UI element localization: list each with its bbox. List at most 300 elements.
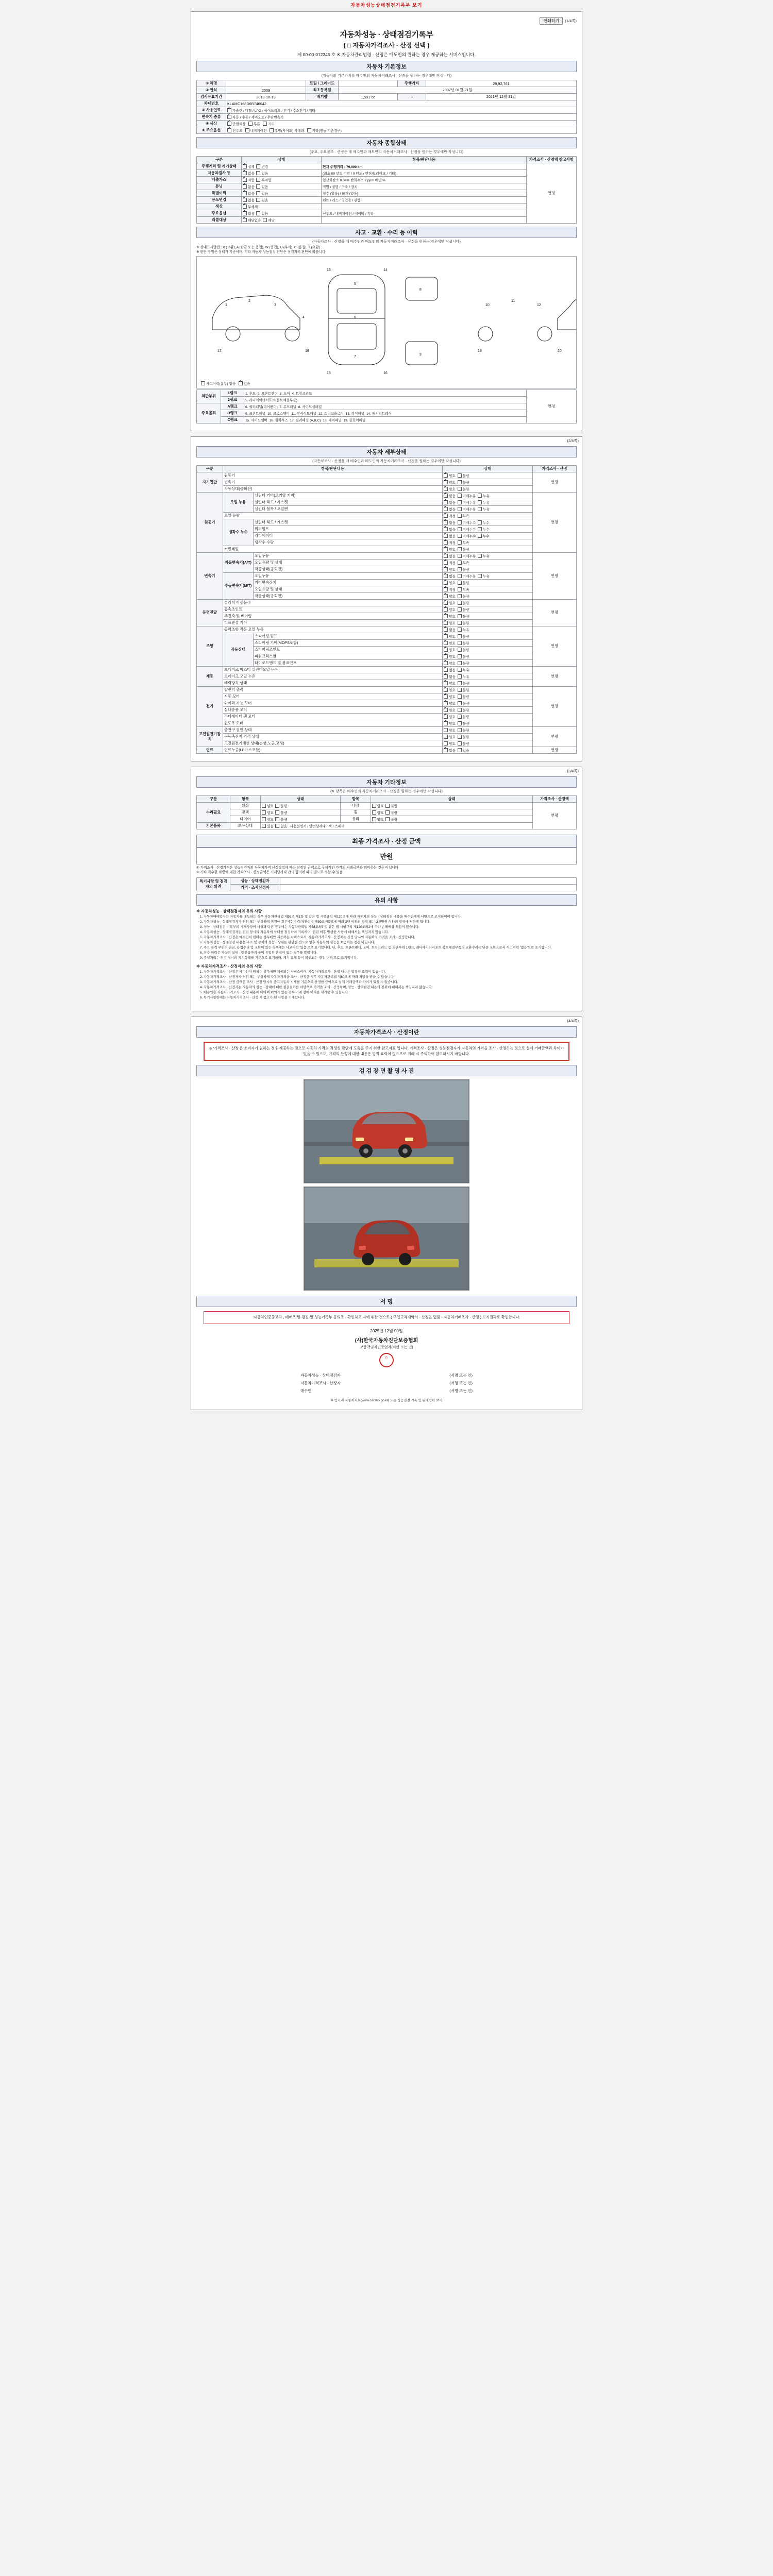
checkbox-lack[interactable] xyxy=(458,587,462,591)
checkbox-leak[interactable] xyxy=(478,494,482,498)
checkbox-micro-leak[interactable] xyxy=(458,507,462,511)
checkbox-inspect-none[interactable] xyxy=(243,171,247,175)
checkbox-micro-leak[interactable] xyxy=(458,527,462,531)
part-item: 17. 필러패널 (A,B,C) xyxy=(290,418,321,422)
table-row xyxy=(197,713,577,720)
detail-opts[interactable]: ✔ 양호 불량 xyxy=(443,693,533,700)
label-transmission: 변속기 종류 xyxy=(197,114,226,121)
checkbox-special-yes[interactable] xyxy=(256,191,260,195)
detail-opts[interactable]: ✔ 없음 미세누수 누수 xyxy=(443,519,533,526)
checkbox-good[interactable] xyxy=(444,473,448,478)
checkbox-none[interactable] xyxy=(444,554,448,558)
overall-row-1-opts[interactable]: ✔ 없음 있음 xyxy=(242,170,322,177)
section-signature-title: 서 명 xyxy=(196,1296,577,1307)
options-choice-group[interactable] xyxy=(226,127,577,134)
caution-item: 4. 자동차가격조사 · 산정자는 자동차의 성능 · 상태에 대한 점검결과를 바탕으로 가격을 조사 · 산정하며, 성능 · 상태점검 내용의 진위에 대해서는 책임지지 않습니다. xyxy=(204,986,577,990)
detail-subitem: 스티어링 펌프 xyxy=(254,633,443,639)
checkbox-good[interactable] xyxy=(444,715,448,719)
detail-item: 커먼레일 xyxy=(223,546,443,552)
checkbox-bad[interactable] xyxy=(458,480,462,484)
caution-item: 9. 주행거리는 점검 당시의 계기상태를 기준으로 표기하며, 계기 교체 등이 확인되는 경우 '변경'으로 표기합니다. xyxy=(204,956,577,961)
checkbox-option-sunroof[interactable] xyxy=(227,128,231,132)
checkbox-good[interactable] xyxy=(444,594,448,598)
detail-opts[interactable]: ✔ 양호 불량 xyxy=(443,633,533,639)
checkbox-good[interactable] xyxy=(444,654,448,658)
detail-opts[interactable]: ✔ 양호 불량 xyxy=(443,653,533,659)
checkbox-bad[interactable] xyxy=(458,681,462,685)
detail-group-trans: 변속기 xyxy=(197,552,223,599)
accident-legend-2: ※ 판단 방법은 상태가 기준이며, 기타 자동차 성능점검 판단은 점검자의 판단에 따릅니다 xyxy=(196,250,326,254)
detail-opts[interactable]: ✔ 없음 미세누유 누유 xyxy=(443,572,533,579)
checkbox-bad[interactable] xyxy=(458,487,462,491)
label-inspection: 검사유효기간 xyxy=(197,94,226,100)
detail-opts[interactable]: ✔ 양호 불량 xyxy=(443,686,533,693)
detail-item: 클러치 어셈블리 xyxy=(223,599,443,606)
overall-row-6-opts[interactable]: ✔ 무채색 xyxy=(242,204,322,210)
checkbox-leak[interactable] xyxy=(458,674,462,679)
checkbox-usage-yes[interactable] xyxy=(256,198,260,202)
checkbox-good[interactable] xyxy=(444,648,448,652)
detail-group-steering: 조향 xyxy=(197,626,223,666)
etc-opts[interactable]: 양호 불량 xyxy=(371,809,533,816)
checkbox-none[interactable] xyxy=(444,494,448,498)
checkbox-color-none[interactable] xyxy=(243,205,247,209)
checkbox-micro-leak[interactable] xyxy=(458,554,462,558)
svg-text:11: 11 xyxy=(511,299,515,303)
checkbox-proper[interactable] xyxy=(444,514,448,518)
parts-grade-b: B랭크 xyxy=(221,410,244,416)
checkbox-bad[interactable] xyxy=(458,728,462,732)
table-row xyxy=(197,532,577,539)
caution-head-1: ※ 자동차성능 · 상태점검자의 유의 사항 xyxy=(196,908,262,913)
checkbox-good[interactable] xyxy=(444,701,448,705)
part-item: 12. 트렁크플로어 xyxy=(318,412,344,416)
svg-text:3: 3 xyxy=(274,303,276,307)
table-row xyxy=(197,646,577,653)
checkbox-option-camera[interactable] xyxy=(270,128,274,132)
checkbox-recall-na[interactable] xyxy=(243,218,247,222)
checkbox-accident-none[interactable] xyxy=(201,381,205,385)
detail-opts[interactable]: ✔ 없음 미세누유 누유 xyxy=(443,552,533,559)
checkbox-none[interactable] xyxy=(444,500,448,504)
checkbox-good[interactable] xyxy=(444,688,448,692)
checkbox-none[interactable] xyxy=(444,520,448,524)
sig-row-1-value[interactable]: (서명 또는 인) xyxy=(449,1381,473,1386)
checkbox-bad[interactable] xyxy=(458,741,462,745)
checkbox-lack[interactable] xyxy=(458,514,462,518)
checkbox-good[interactable] xyxy=(444,681,448,685)
checkbox-mileage-real[interactable] xyxy=(243,164,247,168)
detail-head-1: 항목/판단내용 xyxy=(223,465,443,472)
label-options: ⑤ 주요옵션 xyxy=(197,127,226,134)
checkbox-bad[interactable] xyxy=(458,634,462,638)
detail-opts[interactable]: ✔ 없음 미세누유 누유 xyxy=(443,505,533,512)
checkbox-micro-leak[interactable] xyxy=(458,534,462,538)
table-row xyxy=(197,472,577,479)
checkbox-good[interactable] xyxy=(444,567,448,571)
checkbox-leak[interactable] xyxy=(478,534,482,538)
etc-group-repair: 수리필요 xyxy=(197,802,230,822)
overall-row-1-key: 자동차검사 등 xyxy=(197,170,242,177)
detail-opts[interactable]: ✔ 양호 불량 xyxy=(443,720,533,726)
sig-row-2-value[interactable]: (서명 또는 인) xyxy=(449,1388,473,1394)
checkbox-bad[interactable] xyxy=(458,567,462,571)
detail-opts[interactable]: ✔ 양호 불량 xyxy=(443,700,533,706)
checkbox-bad[interactable] xyxy=(458,601,462,605)
option-3-label: 후방(사이드) 카메라 xyxy=(274,129,305,133)
etc-opts[interactable]: 양호 불량 xyxy=(371,802,533,809)
checkbox-bad[interactable] xyxy=(458,641,462,645)
checkbox-good[interactable] xyxy=(444,634,448,638)
checkbox-have[interactable] xyxy=(262,824,266,828)
checkbox-bad[interactable] xyxy=(275,810,279,815)
detail-opts[interactable]: ✔ 양호 불량 xyxy=(443,639,533,646)
checkbox-micro-leak[interactable] xyxy=(458,574,462,578)
etc-basic-items[interactable]: 있음 없음 사용설명서 / 안전삼각대 / 잭 / 스패너 xyxy=(261,822,533,829)
detail-opts[interactable]: ✔ 적정 부족 xyxy=(443,512,533,519)
detail-opts[interactable]: ✔ 없음 누유 xyxy=(443,666,533,673)
car-diagram-svg xyxy=(197,257,577,385)
checkbox-micro-leak[interactable] xyxy=(458,520,462,524)
overall-row-2-opts[interactable]: ✔ 적합 부적합 xyxy=(242,177,322,183)
checkbox-none[interactable] xyxy=(444,674,448,679)
checkbox-color-dual[interactable] xyxy=(248,122,253,126)
checkbox-good[interactable] xyxy=(444,728,448,732)
checkbox-option-etc[interactable] xyxy=(307,128,311,132)
parts-grade-1: 1랭크 xyxy=(221,389,244,396)
checkbox-lack[interactable] xyxy=(458,561,462,565)
table-row xyxy=(197,526,577,532)
detail-opts[interactable]: ✔ 양호 불량 xyxy=(443,613,533,619)
checkbox-good[interactable] xyxy=(444,721,448,725)
sig-row-0-key: 자동차성능 · 상태점검자 xyxy=(300,1373,341,1378)
detail-opts[interactable]: ✔ 없음 누유 xyxy=(443,626,533,633)
checkbox-tuning-none[interactable] xyxy=(243,184,247,189)
checkbox-good[interactable] xyxy=(262,817,266,821)
checkbox-bad[interactable] xyxy=(458,694,462,699)
label-year: ② 연식 xyxy=(197,87,226,94)
detail-opts[interactable]: ✔ 양호 불량 xyxy=(443,619,533,626)
checkbox-bad[interactable] xyxy=(458,654,462,658)
checkbox-bad[interactable] xyxy=(458,614,462,618)
table-row xyxy=(197,519,577,526)
checkbox-bad[interactable] xyxy=(385,804,390,808)
detail-subgroup-at: 자동변속기(A/T) xyxy=(223,552,254,572)
detail-opts[interactable]: ✔ 양호 불량 xyxy=(443,546,533,552)
price-row-0-value[interactable] xyxy=(280,877,577,884)
checkbox-bad[interactable] xyxy=(458,547,462,551)
part-item: 19. 플로어패널 xyxy=(343,418,366,422)
detail-subitem: 오일유량 및 상태 xyxy=(254,559,443,566)
detail-subitem: 실린더 커버(로커암 커버) xyxy=(254,492,443,499)
part-item: 18. 대쉬패널 xyxy=(323,418,342,422)
etc-item: 광택 xyxy=(230,809,261,816)
checkbox-bad[interactable] xyxy=(458,721,462,725)
detail-item: 브레이크 오일 누유 xyxy=(223,673,443,680)
accident-footer-opt-0: 사고이력(유무) 없음 xyxy=(206,382,236,386)
caution-item: 2. 자동차가격조사 · 산정자가 허위 또는 부실하게 자동차가격을 조사 · 산정한 경우 자동차관리법 제80조에 따라 처벌을 받을 수 있습니다. xyxy=(204,975,577,980)
checkbox-leak[interactable] xyxy=(478,527,482,531)
detail-subitem: 타이로드엔드 및 볼죠인트 xyxy=(254,659,443,666)
etc-opts[interactable]: 양호 불량 xyxy=(371,816,533,822)
checkbox-bad[interactable] xyxy=(458,473,462,478)
table-row xyxy=(197,210,577,217)
overall-row-3-opts[interactable]: ✔ 없음 있음 xyxy=(242,183,322,190)
section-caution-title: 유의 사항 xyxy=(196,894,577,906)
svg-text:10: 10 xyxy=(485,303,490,307)
table-row xyxy=(197,700,577,706)
detail-group-fuel: 연료 xyxy=(197,747,223,753)
checkbox-bad[interactable] xyxy=(385,810,390,815)
checkbox-good[interactable] xyxy=(444,614,448,618)
detail-opts[interactable]: ✔ 양호 불량 xyxy=(443,479,533,485)
etc-basic-list: 사용설명서 / 안전삼각대 / 잭 / 스패너 xyxy=(290,824,345,828)
checkbox-color-etc[interactable] xyxy=(263,122,267,126)
checkbox-bad[interactable] xyxy=(458,621,462,625)
detail-opts[interactable]: ✔ 양호 불량 xyxy=(443,579,533,586)
overall-row-8-detail xyxy=(322,217,527,224)
checkbox-good[interactable] xyxy=(444,661,448,665)
checkbox-bad[interactable] xyxy=(458,688,462,692)
checkbox-leak[interactable] xyxy=(478,574,482,578)
value-firstreg: 2007년 01월 21일 xyxy=(339,87,577,94)
checkbox-option-nav[interactable] xyxy=(245,128,249,132)
overall-row-0-opts[interactable]: ✔ 실제 변경 xyxy=(242,163,322,170)
checkbox-none[interactable] xyxy=(275,824,279,828)
checkbox-leak[interactable] xyxy=(478,520,482,524)
checkbox-bad[interactable] xyxy=(458,708,462,712)
option-4-label: 기타(전동 기준경구) xyxy=(312,129,342,133)
overall-row-8-opts[interactable]: ✔ 해당없음 해당 xyxy=(242,217,322,224)
detail-opts[interactable]: ✔ 양호 불량 xyxy=(443,592,533,599)
basic-info-table xyxy=(196,80,577,134)
caution-item: 8. 침수 이력은 차량의 실내 · 엔진룸까지 물이 유입된 흔적이 있는 경우를 말합니다. xyxy=(204,951,577,956)
svg-text:13: 13 xyxy=(327,268,331,272)
checkbox-special-none[interactable] xyxy=(243,191,247,195)
checkbox-emission-ok[interactable] xyxy=(243,178,247,182)
checkbox-good[interactable] xyxy=(372,810,376,815)
etc-opts[interactable]: 양호 불량 xyxy=(261,802,341,809)
checkbox-leak[interactable] xyxy=(458,628,462,632)
overall-row-0-key: 주행거리 및 계기상태 xyxy=(197,163,242,170)
disclaimer-box: ※ '가격조사 · 산정'은 소비자가 원하는 경우 제공하는 것으로 자동차 가격의 적정성 판단에 도움을 주기 위한 참고자료 입니다. 가격조사 · 산정은 성능점검자가 자동차의 가격을 조사 · 산정하는 것으로 실제 거래금액과 차이가 있을 수 있으며, 가격의 산정에 대한 내용은 법적 효력이 없으므로 거래 시 주의하여 참고하시기 바랍니다. xyxy=(204,1042,569,1061)
checkbox-inspect-yes[interactable] xyxy=(256,171,260,175)
checkbox-good[interactable] xyxy=(444,708,448,712)
checkbox-tuning-yes[interactable] xyxy=(256,184,260,189)
transmission-choice-group[interactable] xyxy=(226,114,577,121)
checkbox-good[interactable] xyxy=(444,621,448,625)
checkbox-good[interactable] xyxy=(444,607,448,612)
checkbox-good[interactable] xyxy=(372,817,376,821)
checkbox-good[interactable] xyxy=(444,487,448,491)
page-indicator-4: (4/4쪽) xyxy=(567,1018,579,1023)
checkbox-emission-ng[interactable] xyxy=(256,178,260,182)
checkbox-bad[interactable] xyxy=(458,715,462,719)
detail-opts[interactable]: ✔ 적정 부족 xyxy=(443,586,533,592)
checkbox-micro-leak[interactable] xyxy=(458,500,462,504)
checkbox-bad[interactable] xyxy=(458,701,462,705)
checkbox-none[interactable] xyxy=(444,748,448,752)
detail-opts[interactable]: ✔ 없음 미세누유 누유 xyxy=(443,499,533,505)
checkbox-good[interactable] xyxy=(444,741,448,745)
sig-row-0-value[interactable]: (서명 또는 인) xyxy=(449,1373,473,1378)
detail-opts[interactable]: ✔ 양호 불량 xyxy=(443,566,533,572)
detail-item: 오일 유량 xyxy=(223,512,443,519)
fuel-choice-group[interactable] xyxy=(226,107,577,114)
checkbox-opt-yes[interactable] xyxy=(256,211,260,215)
detail-opts[interactable]: ✔ 없음 누유 xyxy=(443,673,533,680)
checkbox-good[interactable] xyxy=(262,804,266,808)
detail-opts[interactable]: ✔ 양호 불량 xyxy=(443,472,533,479)
overall-state-table xyxy=(196,156,577,224)
caution-item: 3. 성능 · 상태점검 기록부의 기재사항이 사실과 다른 경우에는 자동차관리법 제58조의5 및 같은 법 시행규칙 제120조의2에 따라 손해배상 책임이 있습니다. xyxy=(204,925,577,930)
checkbox-proper[interactable] xyxy=(444,540,448,545)
checkbox-good[interactable] xyxy=(444,547,448,551)
sig-row-2-key: 매수인 xyxy=(300,1388,312,1394)
detail-subgroup-steer-op: 작동상태 xyxy=(223,633,254,666)
caution-item: 5. 자동차가격조사 · 산정은 매수인이 원하는 경우에만 제공하는 서비스로서, 자동차가격조사 · 산정자는 산정 당시의 자동차의 가격을 조사 · 산정합니다. xyxy=(204,936,577,940)
list-item xyxy=(299,1379,474,1387)
checkbox-usage-none[interactable] xyxy=(243,198,247,202)
price-row-1-value[interactable] xyxy=(280,884,577,891)
checkbox-good[interactable] xyxy=(262,810,266,815)
checkbox-good[interactable] xyxy=(444,694,448,699)
checkbox-leak[interactable] xyxy=(478,554,482,558)
color-choice-group[interactable] xyxy=(226,121,577,127)
detail-item: 충전구 절연 상태 xyxy=(223,726,443,733)
detail-item: 발전기 출력 xyxy=(223,686,443,693)
checkbox-fuel-gasoline[interactable] xyxy=(227,108,231,112)
table-row xyxy=(197,572,577,579)
checkbox-none[interactable] xyxy=(444,628,448,632)
checkbox-bad[interactable] xyxy=(458,594,462,598)
overall-row-7-opts[interactable]: ✔ 없음 있음 xyxy=(242,210,322,217)
etc-opts[interactable]: 양호 불량 xyxy=(261,816,341,822)
checkbox-bad[interactable] xyxy=(458,648,462,652)
print-button[interactable]: 인쇄하기 xyxy=(540,17,563,25)
checkbox-bad[interactable] xyxy=(275,804,279,808)
checkbox-bad[interactable] xyxy=(458,661,462,665)
detail-subitem: 작동상태(공회전) xyxy=(254,592,443,599)
detail-opts[interactable]: ✔ 양호 불량 xyxy=(443,706,533,713)
table-row xyxy=(197,740,577,747)
checkbox-color-single[interactable] xyxy=(227,122,231,126)
detail-opts[interactable]: ✔ 양호 불량 xyxy=(443,646,533,653)
checkbox-bad[interactable] xyxy=(385,817,390,821)
detail-opts[interactable]: ✔ 없음 미세누수 누수 xyxy=(443,526,533,532)
label-trim: 트림 / 그레이드 xyxy=(306,80,339,87)
etc-head-1b: 항목 xyxy=(341,795,371,802)
checkbox-bad[interactable] xyxy=(458,735,462,739)
checkbox-proper[interactable] xyxy=(444,561,448,565)
checkbox-bad[interactable] xyxy=(458,581,462,585)
detail-opts[interactable]: ✔ 없음 미세누수 누수 xyxy=(443,532,533,539)
svg-text:12: 12 xyxy=(537,303,541,307)
checkbox-bad[interactable] xyxy=(275,817,279,821)
checkbox-none[interactable] xyxy=(444,534,448,538)
overall-head-2: 항목/판단내용 xyxy=(322,157,527,163)
checkbox-good[interactable] xyxy=(444,641,448,645)
table-row xyxy=(197,720,577,726)
detail-subitem: 기어변속장치 xyxy=(254,579,443,586)
detail-opts[interactable]: ✔ 없음 있음 xyxy=(443,747,533,753)
checkbox-bad[interactable] xyxy=(458,607,462,612)
detail-subitem: 워터펌프 xyxy=(254,526,443,532)
checkbox-good[interactable] xyxy=(444,735,448,739)
detail-opts[interactable]: ✔ 양호 불량 xyxy=(443,713,533,720)
detail-item: 원동기 xyxy=(223,472,443,479)
checkbox-none[interactable] xyxy=(444,507,448,511)
detail-item: 구동축전지 격리 상태 xyxy=(223,733,443,740)
page-indicator-1: (1/4쪽) xyxy=(565,19,577,23)
checkbox-none[interactable] xyxy=(444,527,448,531)
detail-subgroup-coolant: 냉각수 누수 xyxy=(223,519,254,546)
detail-group-hv: 고전원전기장치 xyxy=(197,726,223,747)
checkbox-good[interactable] xyxy=(444,581,448,585)
checkbox-leak[interactable] xyxy=(478,507,482,511)
part-item: 1. 후드 xyxy=(245,392,256,396)
etc-group-basic: 기본품목 xyxy=(197,822,230,829)
etc-head-2b: 상태 xyxy=(371,795,533,802)
checkbox-good[interactable] xyxy=(444,480,448,484)
detail-opts[interactable]: ✔ 양호 불량 xyxy=(443,606,533,613)
etc-item: 타이어 xyxy=(230,816,261,822)
checkbox-good[interactable] xyxy=(444,601,448,605)
checkbox-none[interactable] xyxy=(444,668,448,672)
detail-opts[interactable]: ✔ 적정 부족 xyxy=(443,539,533,546)
table-row xyxy=(197,204,577,210)
svg-text:2: 2 xyxy=(248,299,250,303)
value-carname xyxy=(226,80,306,87)
checkbox-yes[interactable] xyxy=(458,748,462,752)
list-item xyxy=(299,1387,474,1395)
detail-opts[interactable]: ✔ 양호 불량 xyxy=(443,485,533,492)
checkbox-mileage-changed[interactable] xyxy=(256,164,260,168)
overall-row-5-opts[interactable]: ✔ 없음 있음 xyxy=(242,197,322,204)
checkbox-good[interactable] xyxy=(372,804,376,808)
detail-opts[interactable]: 양호 불량 xyxy=(443,726,533,733)
checkbox-trans-auto[interactable] xyxy=(227,115,231,119)
detail-opts[interactable]: ✔ 양호 불량 xyxy=(443,599,533,606)
etc-opts[interactable]: 양호 불량 xyxy=(261,809,341,816)
checkbox-recall-yes[interactable] xyxy=(263,218,267,222)
detail-opts[interactable]: ✔ 없음 미세누유 누유 xyxy=(443,492,533,499)
checkbox-micro-leak[interactable] xyxy=(458,494,462,498)
overall-row-4-opts[interactable]: ✔ 없음 있음 xyxy=(242,190,322,197)
checkbox-none[interactable] xyxy=(444,574,448,578)
detail-opts[interactable]: 양호 불량 xyxy=(443,740,533,747)
checkbox-proper[interactable] xyxy=(444,587,448,591)
checkbox-leak[interactable] xyxy=(458,668,462,672)
checkbox-leak[interactable] xyxy=(478,500,482,504)
section-basic-title: 자동차 기본정보 xyxy=(196,61,577,72)
detail-opts[interactable]: ✔ 양호 불량 xyxy=(443,659,533,666)
table-row xyxy=(197,639,577,646)
table-row xyxy=(197,559,577,566)
detail-opts[interactable]: ✔ 적정 부족 xyxy=(443,559,533,566)
table-row xyxy=(197,693,577,700)
accident-diagram-footnote xyxy=(201,381,250,386)
checkbox-lack[interactable] xyxy=(458,540,462,545)
detail-opts[interactable]: 양호 불량 xyxy=(443,733,533,740)
print-row xyxy=(196,17,577,25)
detail-group-electric: 전기 xyxy=(197,686,223,726)
checkbox-opt-none[interactable] xyxy=(243,211,247,215)
checkbox-accident-yes[interactable] xyxy=(239,381,243,385)
label-inspection-to: ~ xyxy=(398,94,426,100)
detail-opts[interactable]: ✔ 양호 불량 xyxy=(443,680,533,686)
detail-item: 윈도우 모터 xyxy=(223,720,443,726)
